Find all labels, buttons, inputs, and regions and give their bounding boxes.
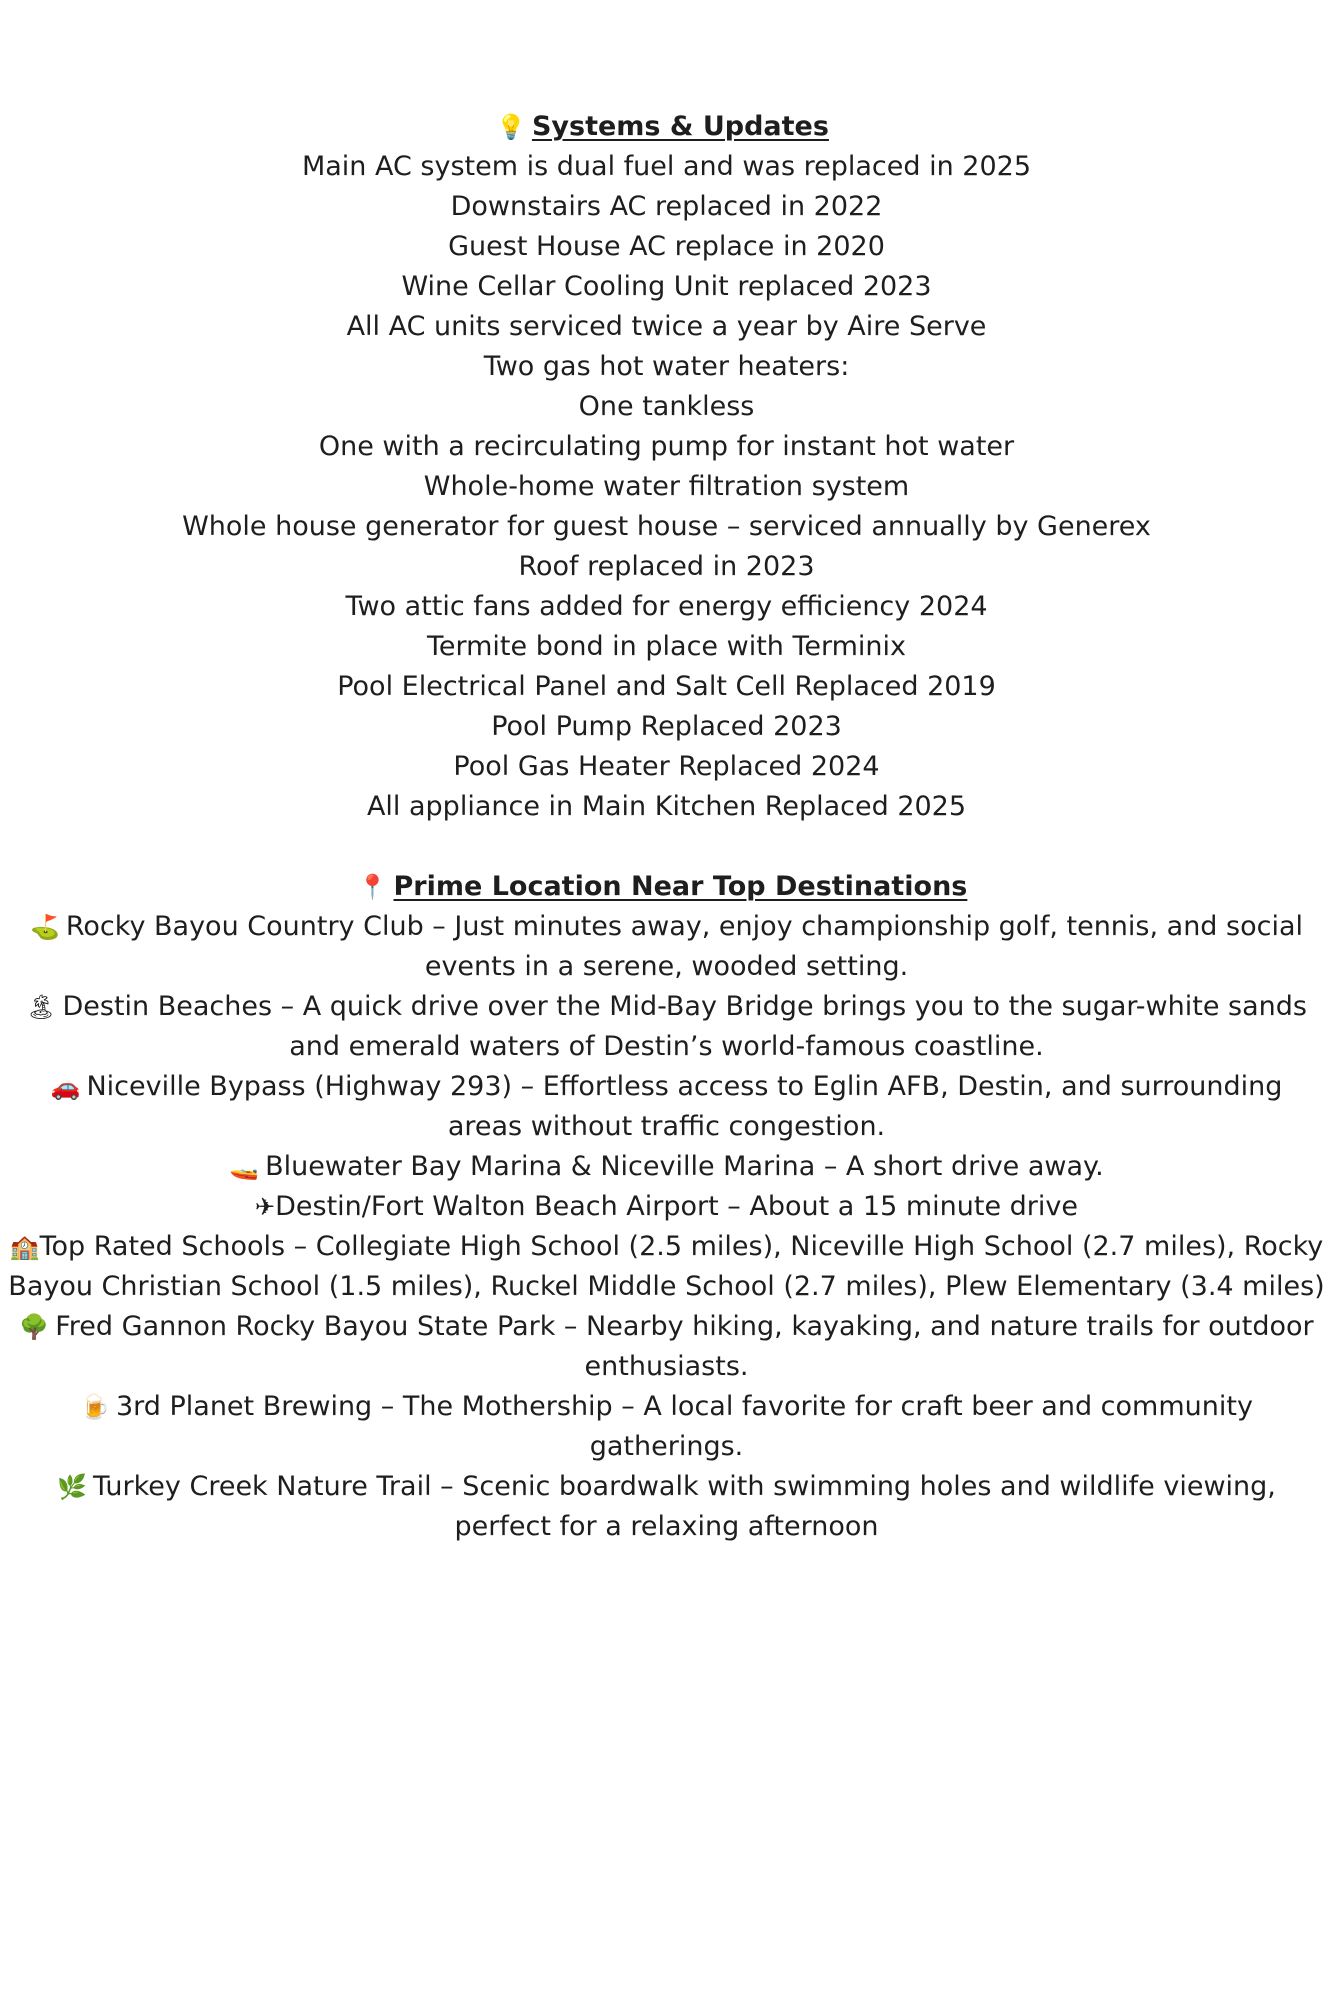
car-icon: 🚗 [50,1073,81,1101]
lightbulb-icon: 💡 [496,113,526,141]
destination-text: Rocky Bayou Country Club – Just minutes away, enjoy championship golf, tennis, and social events in a serene, wooded setting. [65,911,1304,982]
destination-text: Destin Beaches – A quick drive over the Mid-Bay Bridge brings you to the sugar-white sands and emerald waters of Destin’s world-famous coastline. [62,991,1307,1062]
herb-icon: 🌿 [57,1473,88,1501]
destination-item [65,1387,1269,1467]
section-spacer [0,827,1333,867]
destination-text: 3rd Planet Brewing – The Mothership – A local favorite for craft beer and community gatherings. [115,1391,1253,1462]
destination-text: Fred Gannon Rocky Bayou State Park – Nearby hiking, kayaking, and nature trails for outdoor enthusiasts. [55,1311,1314,1382]
systems-line: All AC units serviced twice a year by Aire Serve [346,311,987,342]
systems-line: Pool Electrical Panel and Salt Cell Replaced 2019 [337,671,996,702]
systems-heading-text: Systems & Updates [531,111,829,142]
systems-line: Guest House AC replace in 2020 [448,231,885,262]
systems-line: Two gas hot water heaters: [483,351,850,382]
destination-text: Top Rated Schools – Collegiate High School (2.5 miles), Niceville High School (2.7 miles), Rocky Bayou Christian School (1.5 miles), Ruckel Middle School (2.7 miles), Plew Elementary (3.4 miles) [8,1231,1325,1302]
destination-text: Destin/Fort Walton Beach Airport – About a 15 minute drive [275,1191,1078,1222]
systems-line: Wine Cellar Cooling Unit replaced 2023 [401,271,932,302]
destination-item [2,1307,1331,1387]
systems-line: Pool Pump Replaced 2023 [491,711,842,742]
destination-item [35,1067,1299,1147]
systems-line: Termite bond in place with Terminix [426,631,907,662]
destination-item [15,1147,1319,1187]
beer-mug-icon: 🍺 [80,1393,110,1421]
systems-line: Whole-home water filtration system [423,471,910,502]
systems-line: Whole house generator for guest house – serviced annually by Generex [182,511,1151,542]
speedboat-icon: 🚤 [229,1153,260,1181]
school-icon: 🏫 [9,1233,40,1261]
destination-text: Bluewater Bay Marina & Niceville Marina – A short drive away. [265,1151,1104,1182]
destination-text: Niceville Bypass (Highway 293) – Effortless access to Eglin AFB, Destin, and surrounding areas without traffic congestion. [86,1071,1283,1142]
systems-line: All appliance in Main Kitchen Replaced 2025 [366,791,967,822]
systems-line: Two attic fans added for energy efficiency 2024 [345,591,988,622]
beach-umbrella-icon: 🏝 [26,993,57,1021]
destination-item [2,907,1331,987]
systems-line: Downstairs AC replaced in 2022 [450,191,883,222]
destination-text: Turkey Creek Nature Trail – Scenic boardwalk with swimming holes and wildlife viewing, perfect for a relaxing afternoon [93,1471,1276,1542]
systems-line: One tankless [578,391,755,422]
systems-heading [0,107,1333,147]
systems-line: Main AC system is dual fuel and was replaced in 2025 [301,151,1032,182]
destination-item [15,1187,1319,1227]
systems-line: One with a recirculating pump for instant hot water [318,431,1015,462]
document-body [0,107,1333,1547]
airplane-icon: ✈ [255,1193,276,1221]
golf-flag-icon: ⛳ [29,913,60,941]
systems-line: Roof replaced in 2023 [518,551,815,582]
map-pin-icon: 📍 [357,873,388,901]
destination-item [7,987,1326,1067]
location-heading-text: Prime Location Near Top Destinations [393,871,968,902]
systems-line: Pool Gas Heater Replaced 2024 [453,751,880,782]
destination-item [0,1227,1333,1307]
tree-icon: 🌳 [19,1313,50,1341]
location-heading [0,867,1333,907]
destination-item [45,1467,1289,1547]
